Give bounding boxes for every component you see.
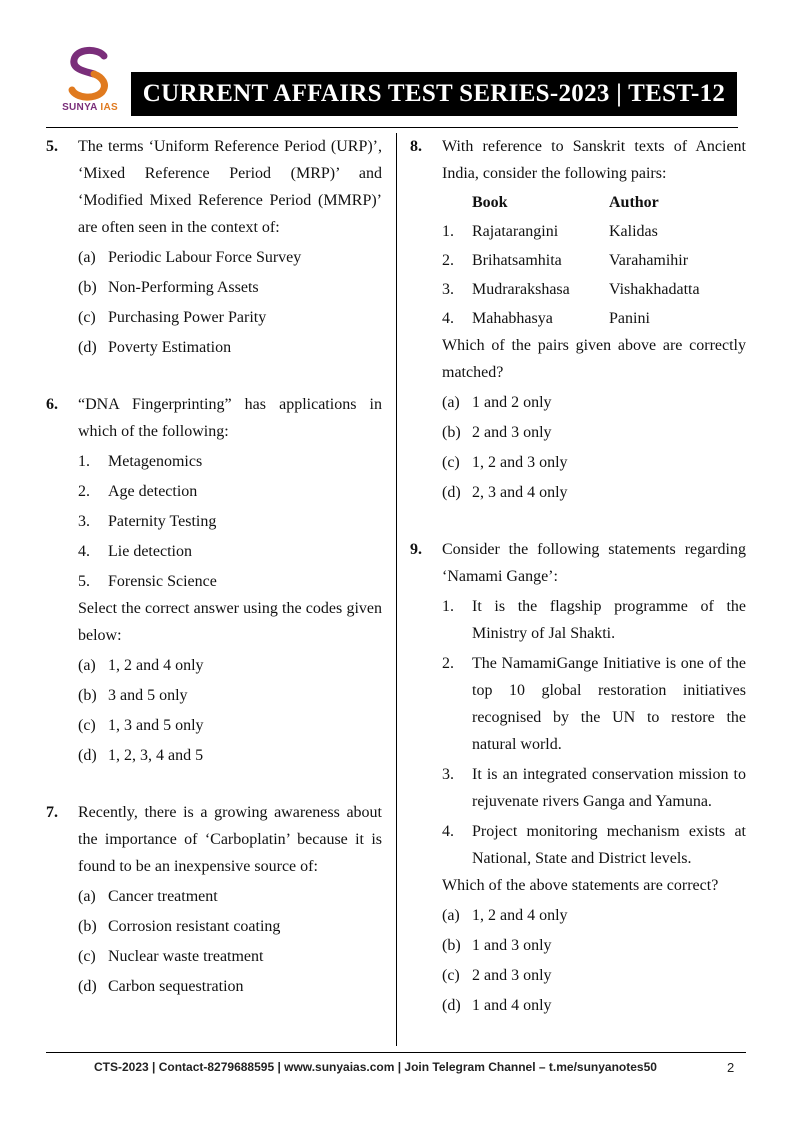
question-5 <box>46 133 382 361</box>
statement: 1. It is the flagship programme of the Ministry of Jal Shakti. <box>442 598 746 642</box>
statement: 4. Project monitoring mechanism exists at National, State and District levels. <box>442 823 746 867</box>
option: (b) 3 and 5 only <box>78 687 188 704</box>
pairs-table <box>442 189 746 332</box>
statement: 1. Metagenomics <box>78 453 203 470</box>
left-column <box>46 133 382 1000</box>
question-stem: The terms ‘Uniform Reference Period (URP)’, ‘Mixed Reference Period (MRP)’ and ‘Modified Mixed Reference Period (MMRP)’ are often seen in the context of: <box>78 138 382 236</box>
option: (d) 1, 2, 3, 4 and 5 <box>78 747 204 764</box>
question-6 <box>46 391 382 769</box>
option: (d) Poverty Estimation <box>78 339 232 356</box>
question-prompt: Which of the above statements are correct? <box>442 877 719 894</box>
statement: 2. The NamamiGange Initiative is one of the top 10 global restoration initiatives recognised by the UN to restore the natural world. <box>442 655 746 753</box>
question-number: 9. <box>410 541 422 558</box>
option: (c) Purchasing Power Parity <box>78 309 267 326</box>
option: (b) Corrosion resistant coating <box>78 918 281 935</box>
statement: 5. Forensic Science <box>78 573 217 590</box>
option: (b) Non-Performing Assets <box>78 279 259 296</box>
sunya-ias-logo <box>58 46 122 116</box>
logo-s-mark-icon <box>58 46 122 102</box>
question-stem: With reference to Sanskrit texts of Ancient India, consider the following pairs: <box>442 138 746 182</box>
option: (b) 1 and 3 only <box>442 937 552 954</box>
question-prompt: Which of the pairs given above are correctly matched? <box>442 337 746 381</box>
question-8 <box>410 133 746 506</box>
pairs-header: Book Author <box>472 194 659 211</box>
option: (d) 1 and 4 only <box>442 997 552 1014</box>
option: (c) 1, 2 and 3 only <box>442 454 568 471</box>
pair-row: 4. Mahabhasya Panini <box>442 310 650 327</box>
pair-row: 1. Rajatarangini Kalidas <box>442 223 658 240</box>
question-number: 7. <box>46 804 58 821</box>
right-column <box>410 133 746 1019</box>
pair-row: 3. Mudrarakshasa Vishakhadatta <box>442 281 700 298</box>
column-divider <box>396 133 397 1046</box>
question-7 <box>46 799 382 1000</box>
page-title: CURRENT AFFAIRS TEST SERIES-2023 | TEST-12 <box>131 72 737 116</box>
option: (d) 2, 3 and 4 only <box>442 484 568 501</box>
statement: 3. It is an integrated conservation mission to rejuvenate rivers Ganga and Yamuna. <box>442 766 746 810</box>
question-prompt: Select the correct answer using the codes given below: <box>78 600 382 644</box>
question-stem: Recently, there is a growing awareness about the importance of ‘Carboplatin’ because it is found to be an inexpensive source of: <box>78 804 382 875</box>
option: (d) Carbon sequestration <box>78 978 244 995</box>
option: (a) 1, 2 and 4 only <box>442 907 568 924</box>
statement: 4. Lie detection <box>78 543 192 560</box>
header-divider <box>46 127 738 128</box>
question-9 <box>410 536 746 1019</box>
logo-text: SUNYA IAS <box>62 102 118 113</box>
question-stem: Consider the following statements regarding ‘Namami Gange’: <box>442 541 746 585</box>
statement: 2. Age detection <box>78 483 198 500</box>
statement: 3. Paternity Testing <box>78 513 217 530</box>
question-number: 8. <box>410 138 422 155</box>
footer-divider <box>46 1052 746 1053</box>
footer-text: CTS-2023 | Contact-8279688595 | www.sunyaias.com | Join Telegram Channel – t.me/sunyanotes50 <box>94 1060 657 1074</box>
pair-row: 2. Brihatsamhita Varahamihir <box>442 252 689 269</box>
option: (c) 1, 3 and 5 only <box>78 717 204 734</box>
page-number: 2 <box>727 1060 735 1075</box>
option: (b) 2 and 3 only <box>442 424 552 441</box>
question-stem: “DNA Fingerprinting” has applications in which of the following: <box>78 396 382 440</box>
option: (c) 2 and 3 only <box>442 967 552 984</box>
question-number: 6. <box>46 396 58 413</box>
option: (a) Periodic Labour Force Survey <box>78 249 302 266</box>
option: (a) 1, 2 and 4 only <box>78 657 204 674</box>
question-number: 5. <box>46 138 58 155</box>
option: (c) Nuclear waste treatment <box>78 948 264 965</box>
option: (a) 1 and 2 only <box>442 394 552 411</box>
option: (a) Cancer treatment <box>78 888 218 905</box>
